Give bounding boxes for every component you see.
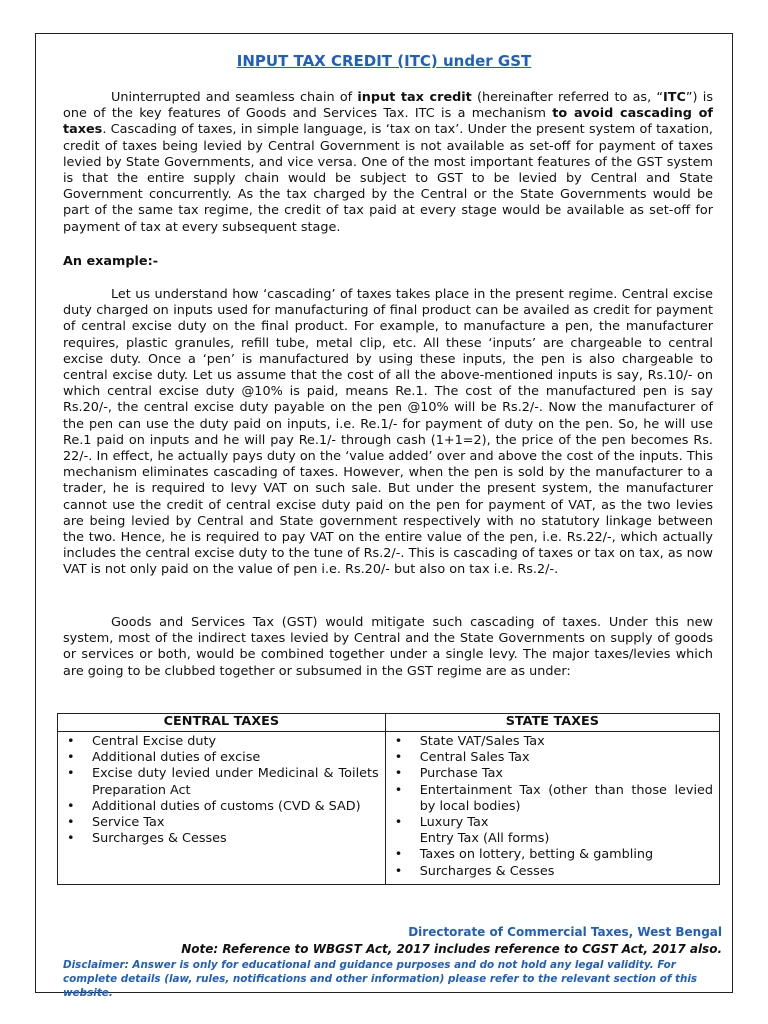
list-item: • Excise duty levied under Medicinal & Toilets Preparation Act (62, 766, 379, 798)
list-item: • Surcharges & Cesses (62, 831, 379, 847)
gst-text: Goods and Services Tax (GST) would mitigate such cascading of taxes. Under this new system, most of the indirect taxes levied by Central and the State Governments on supply of goods or services or both, would be combined together under a single levy. The major taxes/levies which are going to be clubbed together or subsumed in the GST regime are as under: (63, 615, 713, 679)
list-item: • Surcharges & Cesses (390, 864, 713, 880)
intro-bold-abbrev: ITC (663, 90, 686, 105)
list-item: • Entertainment Tax (other than those levied by local bodies) (390, 783, 713, 815)
intro-paragraph (63, 90, 713, 236)
gst-paragraph (63, 615, 713, 680)
disclaimer-text: Disclaimer: Answer is only for educational and guidance purposes and do not hold any legal validity. For complete details (law, rules, notifications and other information) please refer to the relevant section of this website. (63, 959, 698, 999)
directorate-label: Directorate of Commercial Taxes, West Bengal (408, 925, 722, 939)
list-item: Entry Tax (All forms) (419, 831, 550, 847)
taxes-table (57, 713, 720, 885)
state-taxes-list (390, 734, 713, 880)
intro-bold-cascading: to avoid cascading of taxes (63, 106, 713, 138)
list-item: • Taxes on lottery, betting & gambling (390, 847, 713, 863)
list-item: • Luxury Tax (390, 815, 713, 831)
intro-bold-itc: input tax credit (357, 90, 472, 105)
reference-note: Note: Reference to WBGST Act, 2017 includes reference to CGST Act, 2017 also. (181, 942, 722, 956)
list-item: • Central Sales Tax (390, 750, 713, 766)
central-taxes-list (62, 734, 379, 847)
example-heading: An example:- (63, 254, 159, 269)
example-paragraph (63, 287, 713, 579)
intro-text-3: ”) is one of the key features of Goods and Services Tax. ITC is a mechanism (63, 90, 713, 122)
central-taxes-header: CENTRAL TAXES (58, 714, 386, 732)
list-item: • Additional duties of excise (62, 750, 379, 766)
example-text: Let us understand how ‘cascading’ of taxes takes place in the present regime. Central excise duty charged on inputs used for manufacturing of final product can be availed as credit for payment of central excise duty on the final product. For example, to manufacture a pen, the manufacturer requires, plastic granules, refill tube, metal clip, etc. All these ‘inputs’ are chargeable to central excise duty. Once a ‘pen’ is manufactured by using these inputs, the pen is also chargeable to central excise duty. Let us assume that the cost of all the above-mentioned inputs is say, Rs.10/- on which central excise duty @10% is paid, means Re.1. The cost of the manufactured pen is say Rs.20/-, the central excise duty payable on the pen @10% will be Rs.2/-. Now the manufacturer of the pen can use the duty paid on inputs, i.e. Re.1/- for payment of duty on the pen. So, he will use Re.1 paid on inputs and he will pay Re.1/- through cash (1+1=2), the price of the pen becomes Rs. 22/-. In effect, he actually pays duty on the ‘value added’ over and above the cost of the inputs. This mechanism eliminates cascading of taxes. However, when the pen is sold by the manufacturer to a trader, he is required to levy VAT on such sale. But under the present system, the manufacturer cannot use the credit of central excise duty paid on the pen for payment of VAT, as the two levies are being levied by Central and State government respectively with no statutory linkage between the two. Hence, he is required to pay VAT on the entire value of the pen, i.e. Rs.22/-, which actually includes the central excise duty to the tune of Rs.2/-. This is cascading of taxes or tax on tax, as now VAT is not only paid on the value of pen i.e. Rs.20/- but also on tax i.e. Rs.2/-. (63, 287, 713, 578)
state-taxes-header: STATE TAXES (385, 714, 719, 732)
state-taxes-cell (385, 732, 719, 885)
list-item: • Additional duties of customs (CVD & SAD) (62, 799, 379, 815)
table-header-row (58, 714, 720, 732)
intro-text-2: (hereinafter referred to as, “ (471, 90, 664, 105)
page-title: INPUT TAX CREDIT (ITC) under GST (236, 52, 532, 70)
central-taxes-cell (58, 732, 386, 885)
list-item: • Purchase Tax (390, 766, 713, 782)
intro-text-1: Uninterrupted and seamless chain of (111, 90, 358, 105)
list-item: • Service Tax (62, 815, 379, 831)
list-item: • State VAT/Sales Tax (390, 734, 713, 750)
table-row (58, 732, 720, 885)
intro-text-4: . Cascading of taxes, in simple language, is ‘tax on tax’. Under the present system of taxation, credit of taxes being levied by Central Government is not available as set-off for payment of taxes levied by State Governments, and vice versa. One of the most important features of the GST system is that the entire supply chain would be subject to GST to be levied by Central and State Government concurrently. As the tax charged by the Central or the State Governments would be part of the same tax regime, the credit of tax paid at every stage would be available as set-off for payment of tax at every subsequent stage. (63, 122, 713, 235)
list-item: • Central Excise duty (62, 734, 379, 750)
